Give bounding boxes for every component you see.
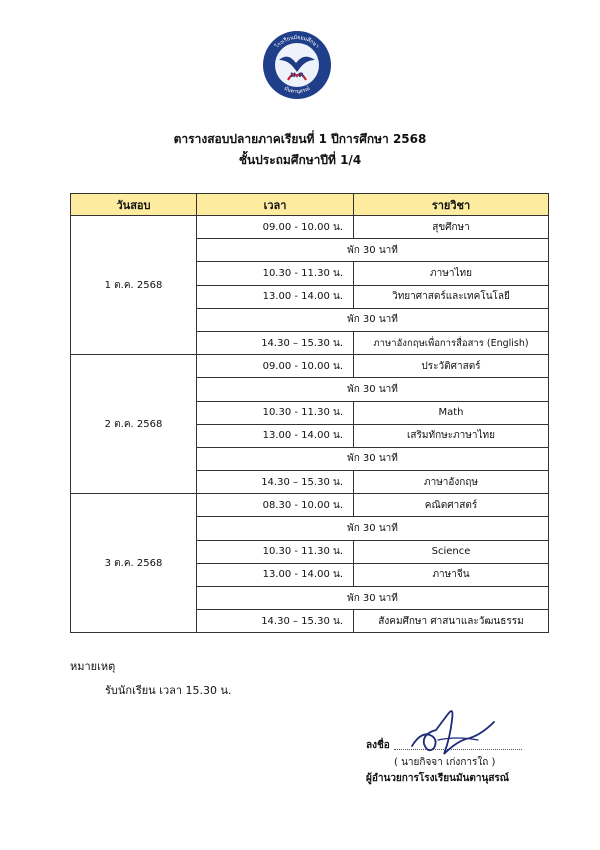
subject-cell: สังคมศึกษา ศาสนาและวัฒนธรรม (354, 610, 549, 633)
signature-label: ลงชื่อ (366, 740, 390, 751)
break-cell: พัก 30 นาที (197, 308, 549, 331)
subject-cell: Science (354, 540, 549, 563)
time-cell: 14.30 – 15.30 น. (197, 471, 354, 494)
logo-letters: ม ต (290, 70, 304, 79)
time-cell: 10.30 - 11.30 น. (197, 540, 354, 563)
subject-cell: คณิตศาสตร์ (354, 494, 549, 517)
note-text: รับนักเรียน เวลา 15.30 น. (105, 684, 232, 697)
header-time: เวลา (197, 194, 354, 216)
logo-text-bottom: มันตานุสรณ์ (282, 85, 312, 96)
page-title: ตารางสอบปลายภาคเรียนที่ 1 ปีการศึกษา 2568 (173, 132, 427, 146)
time-cell: 09.00 - 10.00 น. (197, 216, 354, 239)
time-cell: 08.30 - 10.00 น. (197, 494, 354, 517)
break-cell: พัก 30 นาที (197, 587, 549, 610)
time-cell: 10.30 - 11.30 น. (197, 401, 354, 424)
time-cell: 10.30 - 11.30 น. (197, 262, 354, 285)
table-header-row (71, 194, 549, 216)
subject-cell: Math (354, 401, 549, 424)
exam-schedule-table (70, 193, 549, 633)
signature-name: ( นายกิจจา เก่งการใถ ) (394, 757, 496, 768)
header-day: วันสอบ (71, 194, 197, 216)
day-cell: 3 ต.ค. 2568 (71, 494, 197, 633)
break-cell: พัก 30 นาที (197, 517, 549, 540)
subject-cell: ประวัติศาสตร์ (354, 355, 549, 378)
table-row (71, 355, 549, 378)
day-cell: 1 ต.ค. 2568 (71, 216, 197, 355)
time-cell: 13.00 - 14.00 น. (197, 285, 354, 308)
subject-cell: ภาษาจีน (354, 563, 549, 586)
time-cell: 13.00 - 14.00 น. (197, 563, 354, 586)
subject-cell: เสริมทักษะภาษาไทย (354, 424, 549, 447)
header-subject: รายวิชา (354, 194, 549, 216)
time-cell: 14.30 – 15.30 น. (197, 610, 354, 633)
day-cell: 2 ต.ค. 2568 (71, 355, 197, 494)
table-row (71, 216, 549, 239)
break-cell: พัก 30 นาที (197, 239, 549, 262)
note-heading: หมายเหตุ (70, 660, 116, 673)
subject-cell: วิทยาศาสตร์และเทคโนโลยี (354, 285, 549, 308)
break-cell: พัก 30 นาที (197, 447, 549, 470)
table-row (71, 494, 549, 517)
subject-cell: สุขศึกษา (354, 216, 549, 239)
time-cell: 09.00 - 10.00 น. (197, 355, 354, 378)
subject-cell: ภาษาไทย (354, 262, 549, 285)
logo-text-top: โรงเรียนมัธยมศึกษา (274, 34, 320, 50)
school-logo (262, 30, 332, 100)
time-cell: 13.00 - 14.00 น. (197, 424, 354, 447)
subject-cell: ภาษาอังกฤษเพื่อการสื่อสาร (English) (354, 331, 549, 354)
subject-cell: ภาษาอังกฤษ (354, 471, 549, 494)
signature-position: ผู้อำนวยการโรงเรียนมันตานุสรณ์ (366, 773, 510, 784)
break-cell: พัก 30 นาที (197, 378, 549, 401)
signature-scribble (408, 700, 500, 758)
page-subtitle: ชั้นประถมศึกษาปีที่ 1/4 (238, 153, 362, 167)
time-cell: 14.30 – 15.30 น. (197, 331, 354, 354)
